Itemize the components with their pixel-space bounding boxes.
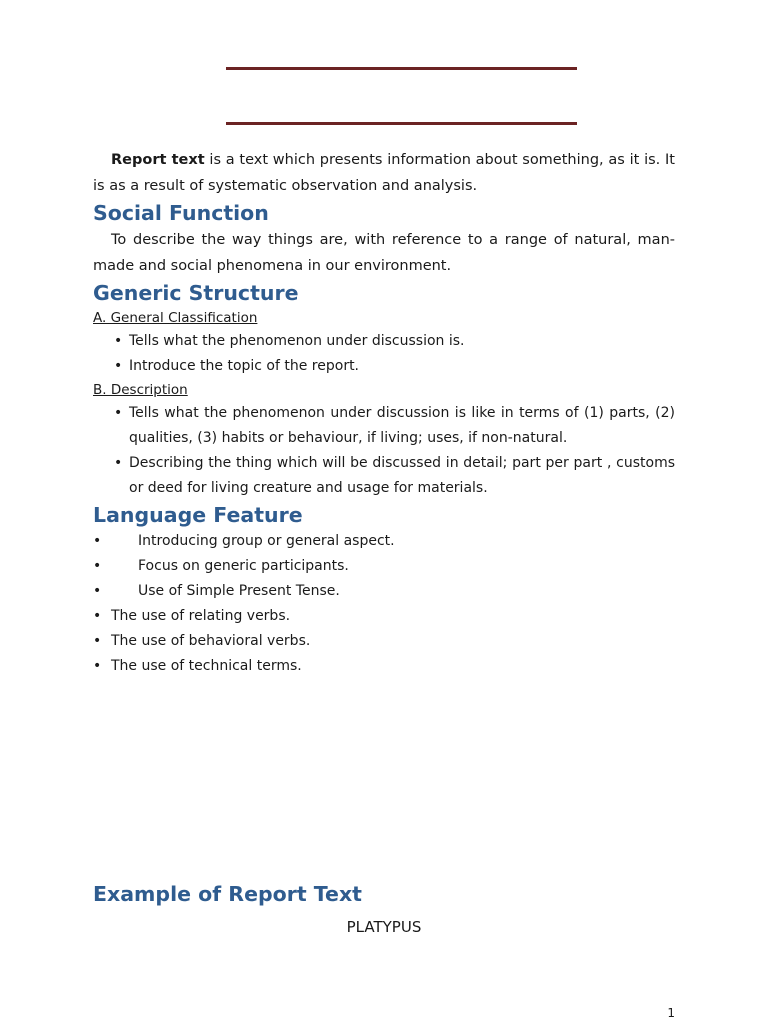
bullet-icon: • [114, 455, 123, 471]
intro-bold-term: Report text [111, 152, 205, 168]
document-body [93, 147, 675, 679]
list-item: • Tells what the phenomenon under discussion is. [93, 329, 675, 354]
bullet-icon: • [93, 608, 102, 624]
general-classification-list [93, 329, 675, 379]
intro-text: is a text which presents information about something, as it is. It is as a result of systematic observation and analysis. [93, 152, 675, 194]
bullet-icon: • [93, 533, 102, 549]
example-title: PLATYPUS [346, 918, 422, 936]
list-item: • Describing the thing which will be discussed in detail; part per part , customs or deed for living creature and usage for materials. [93, 451, 675, 501]
description-list [93, 401, 675, 501]
title-rule-bottom [226, 122, 577, 125]
language-feature-list [93, 529, 675, 679]
intro-paragraph [93, 147, 675, 199]
list-item: • The use of behavioral verbs. [93, 629, 675, 654]
language-feature-heading: Language Feature [93, 503, 303, 527]
description-label: B. Description [93, 382, 188, 398]
list-item: • The use of relating verbs. [93, 604, 675, 629]
general-classification-label: A. General Classification [93, 310, 258, 326]
list-item: • Use of Simple Present Tense. [93, 579, 675, 604]
bullet-icon: • [93, 583, 102, 599]
title-rule-top [226, 67, 577, 70]
example-heading: Example of Report Text [93, 882, 362, 906]
bullet-icon: • [93, 558, 102, 574]
bullet-icon: • [114, 333, 123, 349]
list-item: • Tells what the phenomenon under discussion is like in terms of (1) parts, (2) qualities, (3) habits or behaviour, if living; uses, if non-natural. [93, 401, 675, 451]
bullet-icon: • [93, 633, 102, 649]
list-item: • The use of technical terms. [93, 654, 675, 679]
list-item: • Focus on generic participants. [93, 554, 675, 579]
generic-structure-heading: Generic Structure [93, 281, 299, 305]
bullet-icon: • [93, 658, 102, 674]
list-item: • Introducing group or general aspect. [93, 529, 675, 554]
social-function-heading: Social Function [93, 201, 269, 225]
social-function-paragraph: To describe the way things are, with reference to a range of natural, man-made and social phenomena in our environment. [93, 232, 675, 274]
list-item: • Introduce the topic of the report. [93, 354, 675, 379]
bullet-icon: • [114, 358, 123, 374]
bullet-icon: • [114, 405, 123, 421]
page-number: 1 [667, 1006, 675, 1020]
example-section [93, 880, 675, 938]
